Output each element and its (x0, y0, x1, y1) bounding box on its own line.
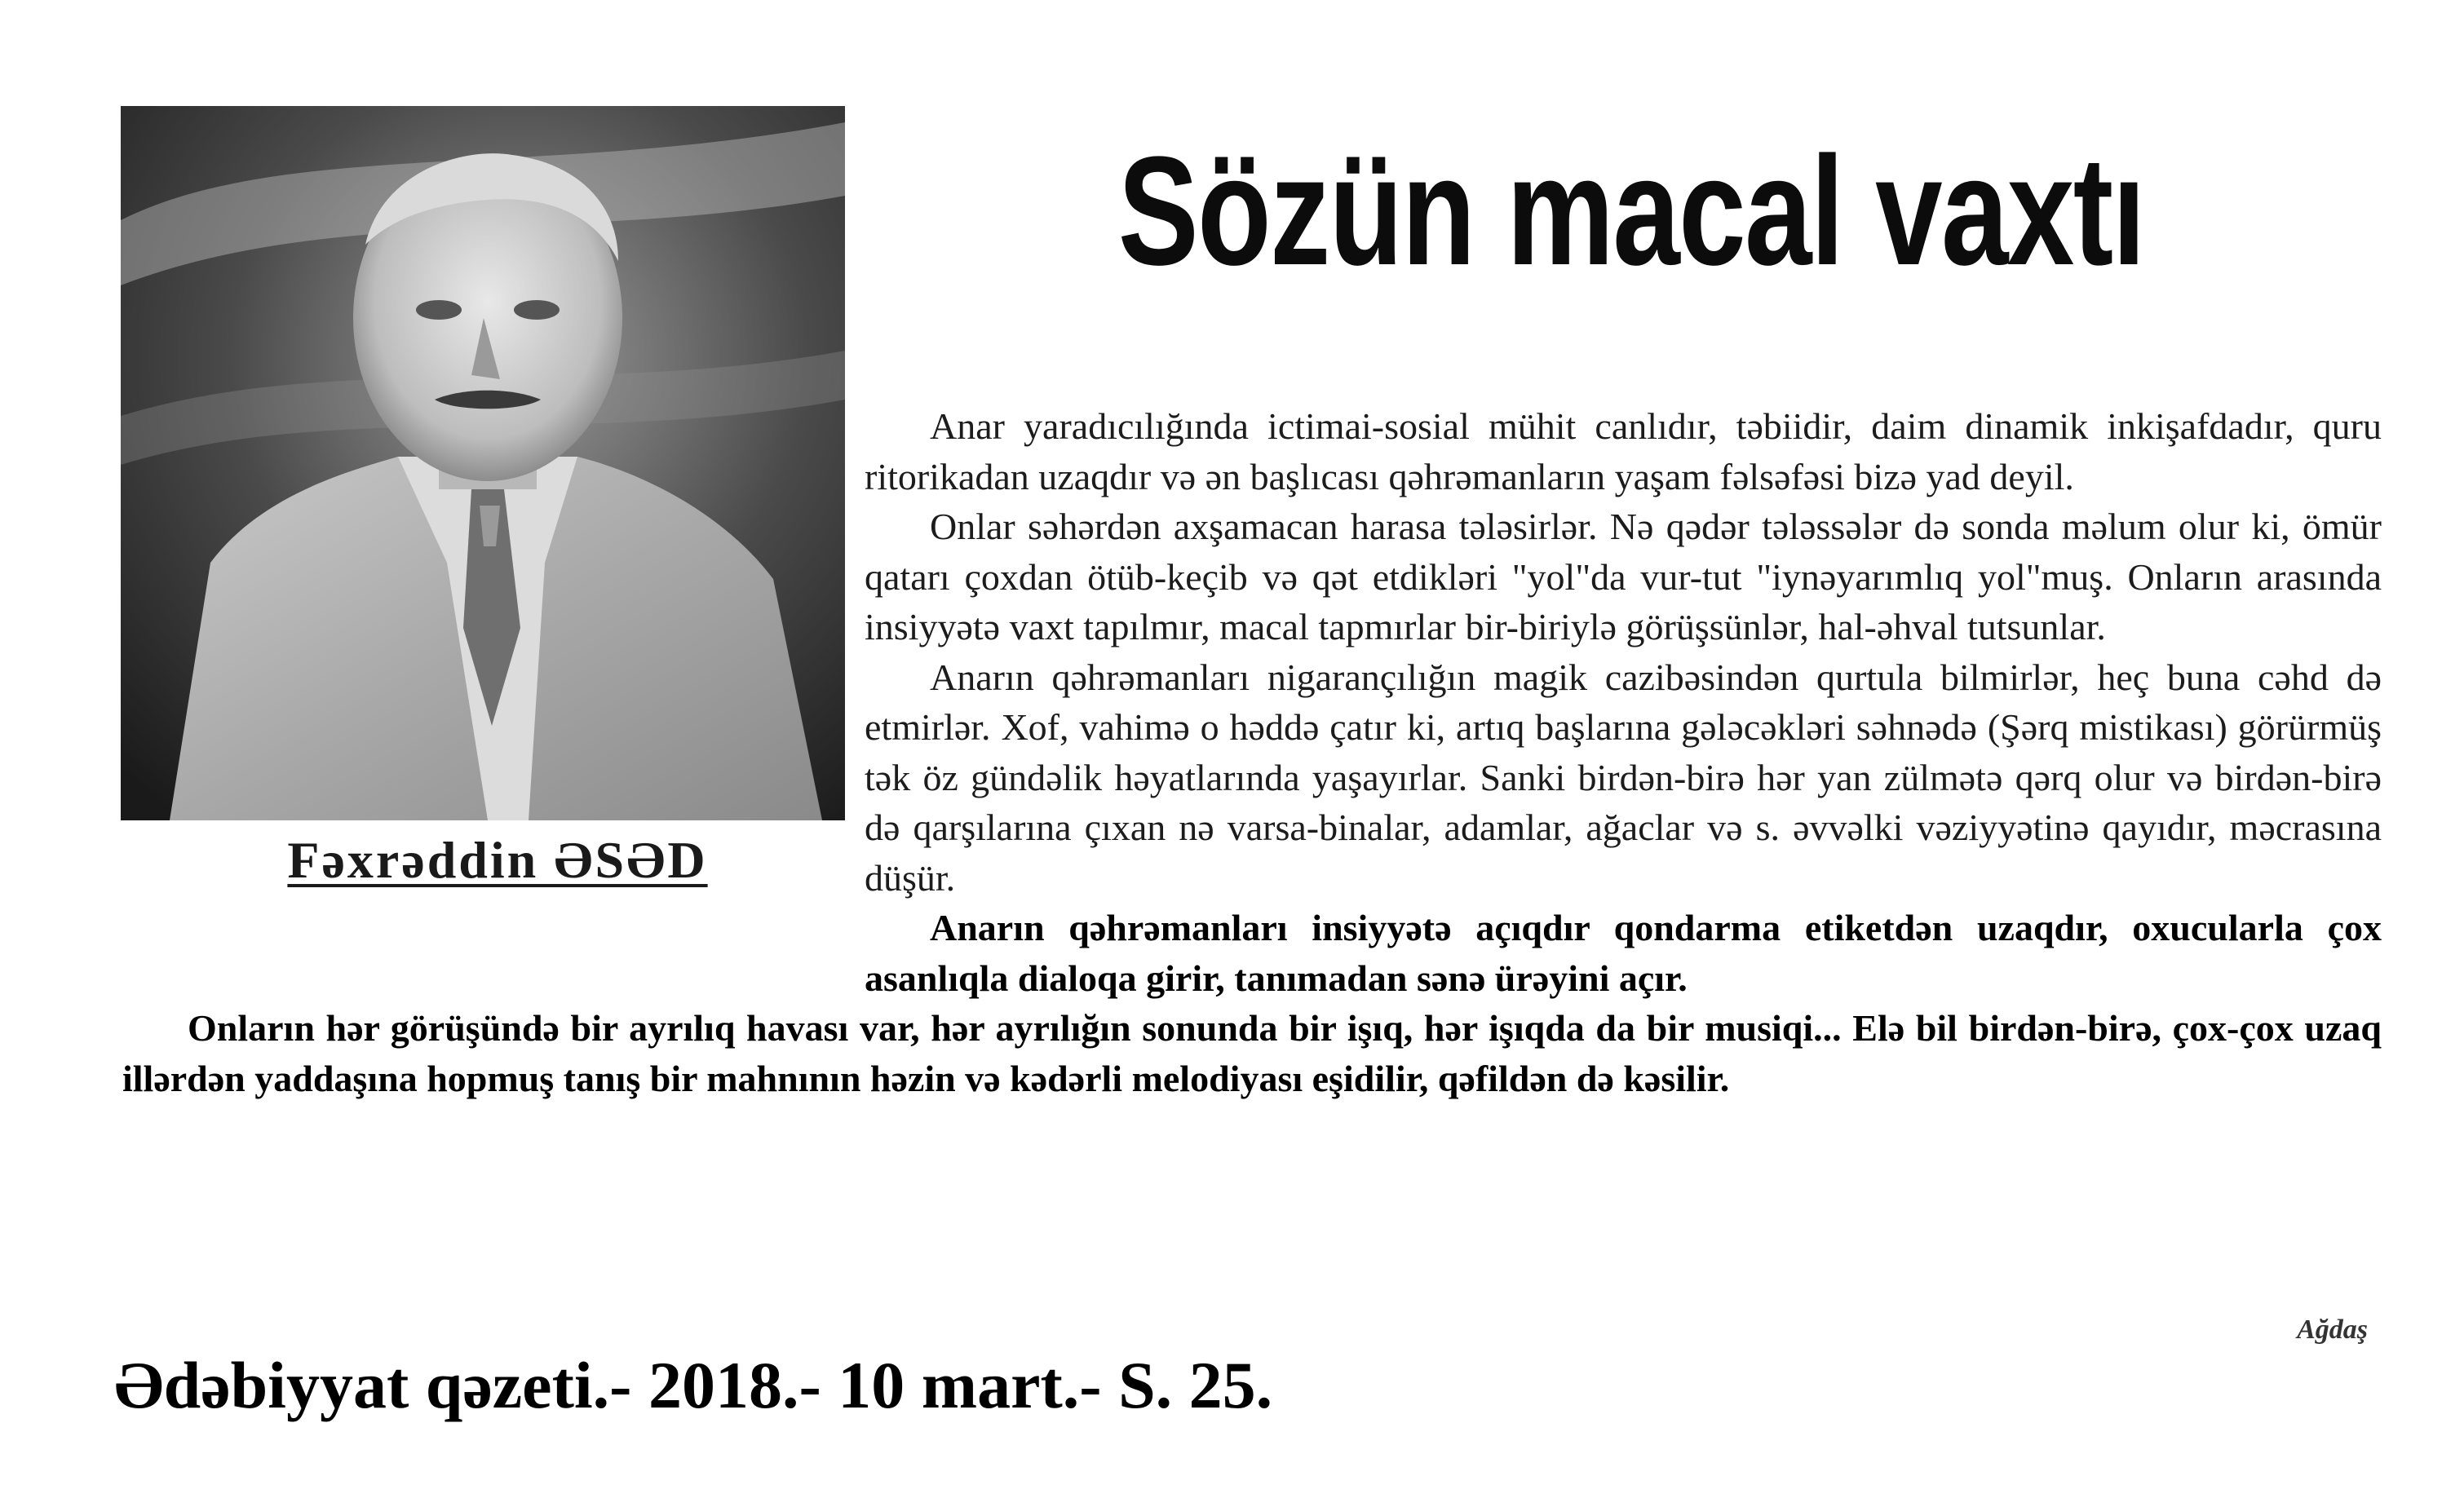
author-name: Fəxrəddin ƏSƏD (287, 831, 708, 889)
article-location: Ağdaş (2297, 1315, 2368, 1345)
article-paragraph-4: Anarın qəhrəmanları insiyyətə açıqdır qondarma etiketdən uzaqdır, oxucularla çox asanlıqla dialoqa girir, tanımadan sənə ürəyini açır. (865, 907, 2382, 999)
article-paragraph-5: Onların hər görüşündə bir ayrılıq havası var, hər ayrılığın sonunda bir işıq, hər işıqda da bir musiqi... Elə bil birdən-birə, çox-çox uzaq illərdən yaddaşına hopmuş tanış bir mahnının həzin və kədərli melodiyası eşidilir, qəfildən də kəsilir. (122, 1007, 2382, 1099)
photo-wrap-spacer (122, 401, 865, 970)
article-paragraph-1: Anar yaradıcılığında ictimai-sosial mühit canlıdır, təbiidir, daim dinamik inkişafdadır, quru ritorikadan uzaqdır və ən başlıcası qəhrəmanların yaşam fəlsəfəsi bizə yad deyil. (865, 405, 2382, 497)
source-citation: Ədəbiyyat qəzeti.- 2018.- 10 mart.- S. 25. (114, 1348, 1273, 1422)
article-body (122, 401, 2382, 1103)
article-headline: Sözün macal vaxtı (1117, 125, 2145, 298)
article-paragraph-3: Anarın qəhrəmanları nigarançılığın magik cazibəsindən qurtula bilmirlər, heç buna cəhd də etmirlər. Xof, vahimə o həddə çatır ki, artıq başlarına gələcəkləri səhnədə (Şərq mistikası) görürmüş tək öz gündəlik həyatlarında yaşayırlar. Sanki birdən-birə hər yan zülmətə qərq olur və birdən-birə də qarşılarına çıxan nə varsa-binalar, adamlar, ağaclar və s. əvvəlki vəziyyətinə qayıdır, məcrasına düşür. (865, 656, 2382, 899)
article-paragraph-2: Onlar səhərdən axşamacan harasa tələsirlər. Nə qədər tələssələr də sonda məlum olur ki, ömür qatarı çoxdan ötüb-keçib və qət etdikləri "yol"da vur-tut "iynəyarımlıq yol"muş. Onların arasında insiyyətə vaxt tapılmır, macal tapmırlar bir-biriylə görüşsünlər, hal-əhval tutsunlar. (865, 506, 2382, 647)
